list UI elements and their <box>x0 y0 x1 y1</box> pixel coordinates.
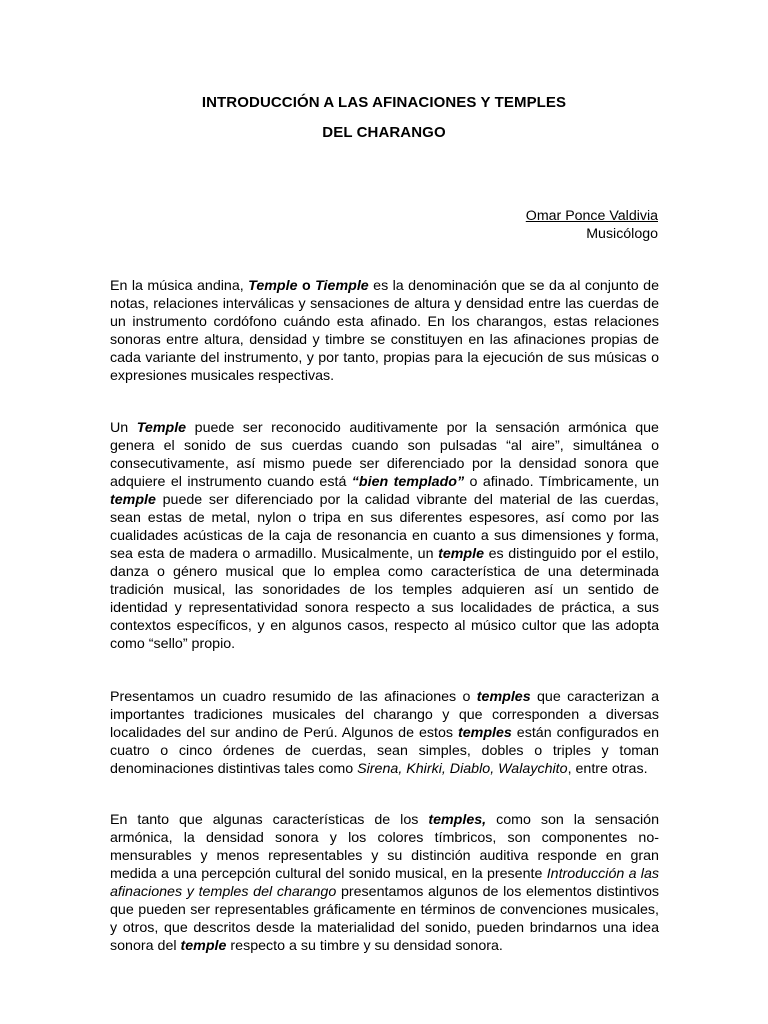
text-run: Un <box>110 420 137 436</box>
author-name: Omar Ponce Valdivia <box>525 208 658 224</box>
paragraph-3 <box>110 688 659 778</box>
italic-run: Sirena, Khirki, Diablo, Walaychito <box>357 761 568 777</box>
text-run: que caracterizan a importantes tradiciones musicales del charango y que corresponden a diversas localidades del sur andino de Perú. Algunos de estos <box>110 689 659 741</box>
emphasis-run: Temple <box>248 278 298 294</box>
text-run: puede ser diferenciado por la calidad vibrante del material de las cuerdas, sean estas de metal, nylon o tripa en sus diferentes espesores, así como por las cualidades acústicas de la caja de resonancia en cuanto a sus dimensiones y forma, sea esta de madera o armadillo. Musicalmente, un <box>110 492 659 562</box>
text-run: En la música andina, <box>110 278 249 294</box>
paragraph-2 <box>110 419 659 653</box>
text-run: presentamos algunos de los elementos distintivos que pueden ser representables gráficamente en términos de convenciones musicales, y otros, que descritos desde la materialidad del sonido, pueden brindarnos una idea sonora del <box>110 884 659 954</box>
text-run: respecto a su timbre y su densidad sonora. <box>226 938 503 954</box>
text-run: o <box>297 278 316 294</box>
emphasis-run: Temple <box>136 420 187 436</box>
italic-run: Introducción a las afinaciones y temples del charango <box>110 866 659 900</box>
author-role: Musicólogo <box>586 226 658 242</box>
emphasis-run: temples <box>476 689 531 705</box>
text-run: En tanto que algunas características de los <box>110 812 429 828</box>
text-run: como son la sensación armónica, la densidad sonora y los colores tímbricos, son componentes no-mensurables y menos representables y su distinción auditiva responde en gran medida a una percepción cultural del sonido musical, en la presente <box>110 812 659 882</box>
emphasis-run: temples, <box>428 812 487 828</box>
emphasis-run: temple <box>438 546 485 562</box>
text-run: puede ser reconocido auditivamente por la sensación armónica que genera el sonido de sus cuerdas cuando son pulsadas “al aire”, simultánea o consecutivamente, así mismo puede ser diferenciado por la densidad sonora que adquiere el instrumento cuando está <box>110 420 659 490</box>
text-run: están configurados en cuatro o cinco órdenes de cuerdas, sean simples, dobles o triples y toman denominaciones distintivas tales como <box>110 725 659 777</box>
document-title-line-2: DEL CHARANGO <box>322 124 446 141</box>
emphasis-run: temple <box>180 938 227 954</box>
author-block <box>526 207 658 243</box>
document-title-line-1: INTRODUCCIÓN A LAS AFINACIONES Y TEMPLES <box>201 94 567 111</box>
text-run: es la denominación que se da al conjunto de notas, relaciones interválicas y sensaciones de altura y densidad entre las cuerdas de un instrumento cordófono cuándo esta afinado. En los charangos, estas relaciones sonoras entre altura, densidad y timbre se constituyen en las afinaciones propias de cada variante del instrumento, y por tanto, propias para la ejecución de sus músicas o expresiones musicales respectivas. <box>110 278 659 384</box>
paragraph-1 <box>110 277 659 385</box>
text-run: Presentamos un cuadro resumido de las afinaciones o <box>110 689 477 705</box>
emphasis-run: temples <box>457 725 512 741</box>
emphasis-run: “bien templado” <box>351 474 465 490</box>
emphasis-run: Tiemple <box>315 278 369 294</box>
paragraph-4 <box>110 811 659 955</box>
text-run: , entre otras. <box>567 761 648 777</box>
text-run: es distinguido por el estilo, danza o género musical que lo emplea como característica de una determinada tradición musical, las sonoridades de los temples adquieren así un sentido de identidad y representatividad sonora respecto a sus localidades de práctica, a sus contextos específicos, y en algunos casos, respecto al músico cultor que las adopta como “sello” propio. <box>110 546 659 652</box>
emphasis-run: temple <box>110 492 156 508</box>
text-run: o afinado. Tímbricamente, un <box>464 474 659 490</box>
